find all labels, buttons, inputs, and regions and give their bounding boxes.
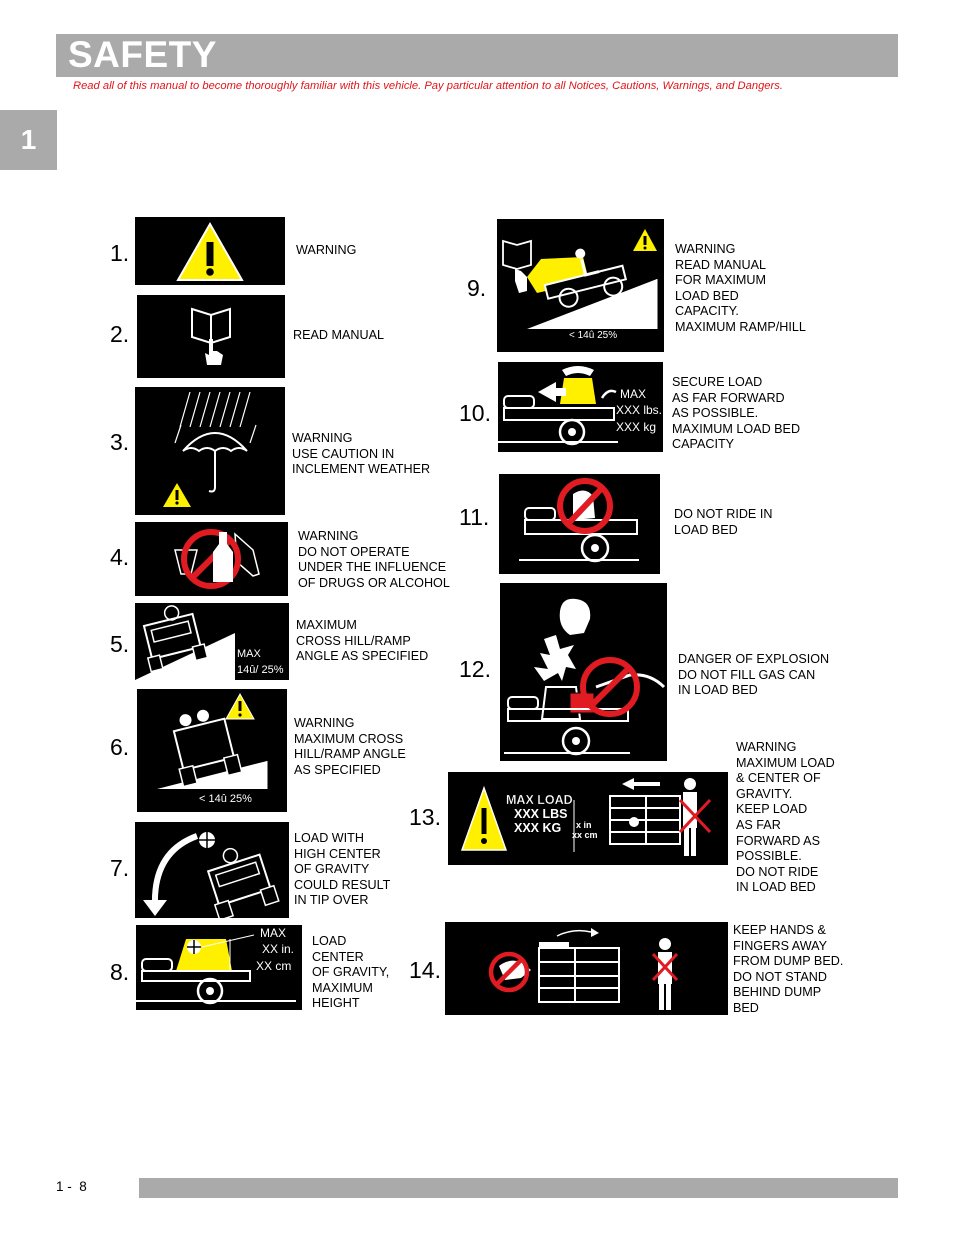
decal-label: READ MANUAL (293, 328, 384, 342)
page-title: SAFETY (68, 34, 217, 75)
umbrella-rain-icon (135, 387, 285, 515)
dump-bed-icon (445, 922, 728, 1015)
decal-label: WARNING (296, 243, 357, 257)
decal-label: WARNING MAXIMUM LOAD & CENTER OF GRAVITY. KEEP LOAD AS FAR FORWARD AS POSSIBLE. DO NOT RIDE IN LOAD BED (736, 740, 835, 895)
decal-number: 13. (409, 804, 441, 830)
svg-text:MAX LOAD: MAX LOAD (506, 793, 573, 807)
chapter-number: 1 (20, 124, 37, 155)
decal-label: WARNING DO NOT OPERATE UNDER THE INFLUENCE OF DRUGS OR ALCOHOL (298, 529, 450, 590)
decal-number: 1. (110, 240, 130, 266)
decal-label: WARNING MAXIMUM CROSS HILL/RAMP ANGLE AS SPECIFIED (294, 716, 406, 777)
decal-label: KEEP HANDS & FINGERS AWAY FROM DUMP BED. DO NOT STAND BEHIND DUMP BED (733, 923, 844, 1015)
decal-label: MAXIMUM CROSS HILL/RAMP ANGLE AS SPECIFIED (296, 618, 429, 664)
decal-label: DANGER OF EXPLOSION DO NOT FILL GAS CAN IN LOAD BED (678, 652, 830, 698)
max-load-icon (448, 772, 728, 865)
svg-text:XXX lbs.: XXX lbs. (616, 403, 663, 417)
footer-bar (139, 1178, 898, 1198)
svg-text:XXX LBS: XXX LBS (514, 807, 568, 821)
svg-text:x in: x in (576, 820, 592, 830)
decal-number: 2. (110, 321, 130, 347)
decal-label: WARNING USE CAUTION IN INCLEMENT WEATHER (292, 431, 431, 477)
cross-hill-vehicle-icon (135, 603, 289, 680)
svg-text:MAX: MAX (620, 387, 647, 401)
decal-label: WARNING READ MANUAL FOR MAXIMUM LOAD BED CAPACITY. MAXIMUM RAMP/HILL (675, 242, 806, 334)
svg-text:XX in.: XX in. (262, 942, 295, 956)
svg-text:< 14û 25%: < 14û 25% (569, 330, 618, 341)
decal-number: 11. (459, 504, 490, 530)
read-manual-icon (137, 295, 285, 378)
decal-label: LOAD CENTER OF GRAVITY, MAXIMUM HEIGHT (312, 934, 390, 1011)
svg-text:MAX: MAX (237, 648, 261, 660)
svg-text:MAX: MAX (260, 926, 287, 940)
svg-text:XXX kg: XXX kg (616, 420, 657, 434)
decal-number: 14. (409, 957, 441, 983)
svg-text:xx cm: xx cm (572, 830, 598, 840)
secure-load-icon (498, 362, 663, 452)
decal-number: 9. (467, 275, 487, 301)
decal-number: 8. (110, 959, 130, 985)
svg-text:< 14û 25%: < 14û 25% (199, 793, 252, 805)
decal-number: 7. (110, 855, 130, 881)
explosion-icon (500, 583, 667, 761)
decal-label: SECURE LOAD AS FAR FORWARD AS POSSIBLE. MAXIMUM LOAD BED CAPACITY (672, 375, 801, 452)
decal-number: 4. (110, 544, 130, 570)
ramp-capacity-icon (497, 219, 664, 352)
decal-number: 3. (110, 429, 130, 455)
tip-over-icon (135, 822, 289, 918)
load-height-icon (136, 925, 302, 1010)
intro-text: Read all of this manual to become thoroughly familiar with this vehicle. Pay particular attention to all Notices, Cautions, Warnings, and Dangers. (73, 80, 783, 92)
decal-number: 6. (110, 734, 130, 760)
svg-text:XXX KG: XXX KG (514, 821, 562, 835)
cross-hill-tilt-icon (137, 689, 287, 812)
no-alcohol-icon (135, 522, 288, 596)
no-riding-icon (499, 474, 660, 574)
decal-number: 5. (110, 631, 130, 657)
decal-number: 12. (459, 656, 491, 682)
decal-number: 10. (459, 400, 491, 426)
svg-text:XX cm: XX cm (256, 959, 292, 973)
svg-text:14û/ 25%: 14û/ 25% (237, 664, 284, 676)
page-number: 1 - 8 (56, 1179, 87, 1194)
decal-label: DO NOT RIDE IN LOAD BED (674, 507, 773, 537)
decal-label: LOAD WITH HIGH CENTER OF GRAVITY COULD RESULT IN TIP OVER (294, 831, 391, 908)
warning-triangle-icon (135, 217, 285, 285)
